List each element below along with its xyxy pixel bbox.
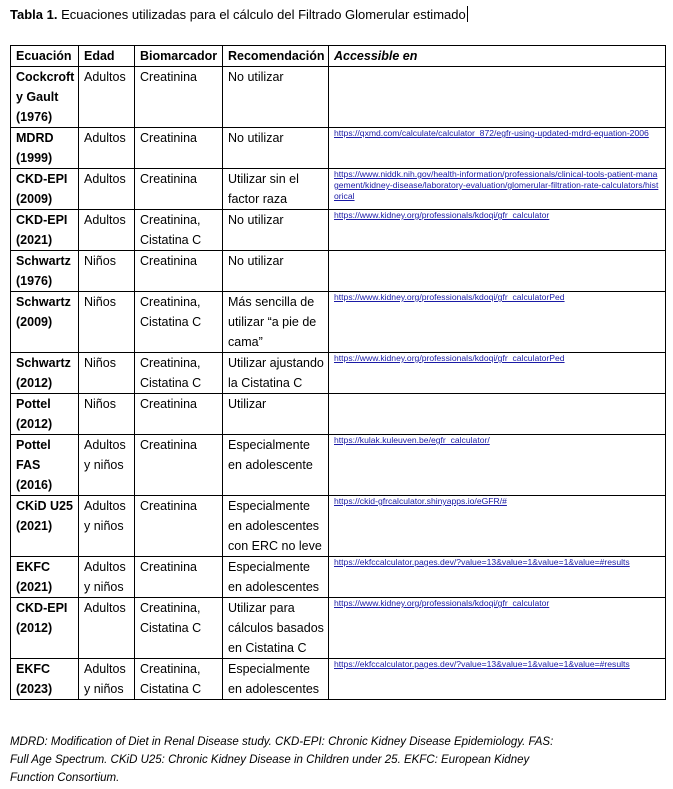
biomarker-cell: Creatinina: [135, 557, 223, 598]
recommendation-cell: Utilizar sin el factor raza: [223, 169, 329, 210]
text-cursor: [467, 6, 468, 22]
equation-cell: Pottel FAS (2016): [11, 435, 79, 496]
recommendation-cell: Utilizar ajustando la Cistatina C: [223, 353, 329, 394]
age-cell: Adultos y niños: [79, 435, 135, 496]
link-cell: [329, 435, 666, 496]
age-cell: Adultos: [79, 598, 135, 659]
age-cell: Adultos y niños: [79, 659, 135, 700]
table-row: [11, 210, 666, 251]
equation-cell: EKFC (2023): [11, 659, 79, 700]
equation-cell: Schwartz (2009): [11, 292, 79, 353]
age-cell: Niños: [79, 353, 135, 394]
header-row: [11, 46, 666, 67]
table-row: [11, 598, 666, 659]
equation-cell: Schwartz (2012): [11, 353, 79, 394]
recommendation-cell: No utilizar: [223, 128, 329, 169]
recommendation-cell: Utilizar para cálculos basados en Cistatina C: [223, 598, 329, 659]
calculator-link[interactable]: https://www.niddk.nih.gov/health-information/professionals/clinical-tools-patient-management/kidney-disease/laboratory-evaluation/glomerular-filtration-rate-calculators/historical: [334, 169, 659, 201]
age-cell: Niños: [79, 292, 135, 353]
link-cell: [329, 557, 666, 598]
header-age: Edad: [79, 46, 135, 67]
recommendation-cell: Especialmente en adolescente: [223, 435, 329, 496]
biomarker-cell: Creatinina: [135, 128, 223, 169]
table-row: [11, 251, 666, 292]
recommendation-cell: No utilizar: [223, 67, 329, 128]
table-row: [11, 659, 666, 700]
age-cell: Niños: [79, 394, 135, 435]
biomarker-cell: Creatinina: [135, 169, 223, 210]
table-row: [11, 435, 666, 496]
age-cell: Adultos: [79, 67, 135, 128]
link-cell: [329, 67, 666, 128]
equation-cell: CKD-EPI (2021): [11, 210, 79, 251]
recommendation-cell: Utilizar: [223, 394, 329, 435]
biomarker-cell: Creatinina, Cistatina C: [135, 598, 223, 659]
header-accessible: Accessible en: [329, 46, 666, 67]
calculator-link[interactable]: https://www.kidney.org/professionals/kdoqi/gfr_calculatorPed: [334, 353, 565, 363]
recommendation-cell: Especialmente en adolescentes con ERC no leve: [223, 496, 329, 557]
link-cell: [329, 128, 666, 169]
table-row: [11, 496, 666, 557]
header-equation: Ecuación: [11, 46, 79, 67]
calculator-link[interactable]: https://www.kidney.org/professionals/kdoqi/gfr_calculatorPed: [334, 292, 565, 302]
biomarker-cell: Creatinina, Cistatina C: [135, 210, 223, 251]
equation-cell: CKiD U25 (2021): [11, 496, 79, 557]
calculator-link[interactable]: https://kulak.kuleuven.be/egfr_calculator/: [334, 435, 490, 445]
equation-cell: CKD-EPI (2012): [11, 598, 79, 659]
link-cell: [329, 169, 666, 210]
table-row: [11, 557, 666, 598]
recommendation-cell: Especialmente en adolescentes: [223, 557, 329, 598]
calculator-link[interactable]: https://ekfccalculator.pages.dev/?value=13&value=1&value=1&value=#results: [334, 557, 630, 567]
caption-text: Ecuaciones utilizadas para el cálculo del Filtrado Glomerular estimado: [57, 7, 466, 22]
table-row: [11, 169, 666, 210]
age-cell: Niños: [79, 251, 135, 292]
equations-table: [10, 45, 666, 700]
link-cell: [329, 353, 666, 394]
age-cell: Adultos: [79, 169, 135, 210]
link-cell: [329, 251, 666, 292]
biomarker-cell: Creatinina, Cistatina C: [135, 353, 223, 394]
age-cell: Adultos: [79, 210, 135, 251]
biomarker-cell: Creatinina: [135, 67, 223, 128]
equation-cell: CKD-EPI (2009): [11, 169, 79, 210]
table-footnote: MDRD: Modification of Diet in Renal Disease study. CKD-EPI: Chronic Kidney Disease Epidemiology. FAS: Full Age Spectrum. CKiD U25: Chronic Kidney Disease in Children under 25. EKFC: European Kidney Function Consortium.: [10, 736, 554, 784]
biomarker-cell: Creatinina, Cistatina C: [135, 659, 223, 700]
link-cell: [329, 659, 666, 700]
calculator-link[interactable]: https://ckid-gfrcalculator.shinyapps.io/eGFR/#: [334, 496, 507, 506]
calculator-link[interactable]: https://ekfccalculator.pages.dev/?value=13&value=1&value=1&value=#results: [334, 659, 630, 669]
biomarker-cell: Creatinina: [135, 251, 223, 292]
biomarker-cell: Creatinina: [135, 435, 223, 496]
biomarker-cell: Creatinina, Cistatina C: [135, 292, 223, 353]
table-row: [11, 394, 666, 435]
link-cell: [329, 496, 666, 557]
header-recommendation: Recomendación: [223, 46, 329, 67]
age-cell: Adultos: [79, 128, 135, 169]
equation-cell: Schwartz (1976): [11, 251, 79, 292]
link-cell: [329, 292, 666, 353]
biomarker-cell: Creatinina: [135, 394, 223, 435]
age-cell: Adultos y niños: [79, 496, 135, 557]
link-cell: [329, 394, 666, 435]
recommendation-cell: No utilizar: [223, 251, 329, 292]
caption-label: Tabla 1.: [10, 7, 58, 22]
equation-cell: EKFC (2021): [11, 557, 79, 598]
age-cell: Adultos y niños: [79, 557, 135, 598]
calculator-link[interactable]: https://qxmd.com/calculate/calculator_872/egfr-using-updated-mdrd-equation-2006: [334, 128, 649, 138]
equation-cell: MDRD (1999): [11, 128, 79, 169]
biomarker-cell: Creatinina: [135, 496, 223, 557]
equation-cell: Pottel (2012): [11, 394, 79, 435]
link-cell: [329, 598, 666, 659]
recommendation-cell: Especialmente en adolescentes: [223, 659, 329, 700]
table-row: [11, 353, 666, 394]
recommendation-cell: No utilizar: [223, 210, 329, 251]
equation-cell: Cockcroft y Gault (1976): [11, 67, 79, 128]
header-biomarker: Biomarcador: [135, 46, 223, 67]
table-row: [11, 128, 666, 169]
link-cell: [329, 210, 666, 251]
recommendation-cell: Más sencilla de utilizar “a pie de cama”: [223, 292, 329, 353]
calculator-link[interactable]: https://www.kidney.org/professionals/kdoqi/gfr_calculator: [334, 598, 550, 608]
table-caption: [10, 6, 468, 24]
calculator-link[interactable]: https://www.kidney.org/professionals/kdoqi/gfr_calculator: [334, 210, 550, 220]
table-row: [11, 67, 666, 128]
table-row: [11, 292, 666, 353]
